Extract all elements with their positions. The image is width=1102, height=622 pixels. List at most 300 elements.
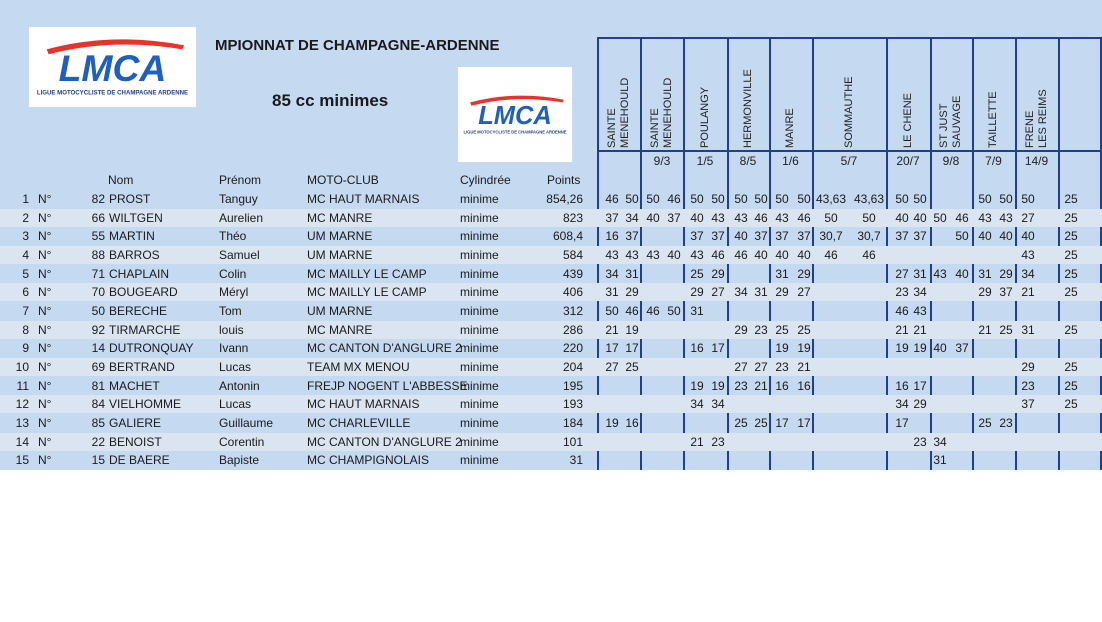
score-cell: 25: [690, 266, 704, 281]
score-cell: 43,63: [853, 192, 885, 206]
points-total: 101: [562, 434, 583, 449]
score-cell: 30,7: [857, 229, 881, 244]
rider-firstname: louis: [219, 322, 244, 337]
score-cell: 21: [895, 322, 909, 337]
race-number: 88: [91, 248, 105, 262]
moto-club: MC CHARLEVILLE: [307, 416, 411, 431]
rider-firstname: Antonin: [219, 378, 260, 393]
cylindree: minime: [460, 360, 499, 375]
score-cell: 31: [913, 266, 927, 281]
score-cell: 16: [797, 378, 811, 393]
moto-club: MC MAILLY LE CAMP: [307, 266, 427, 281]
number-label: N°: [38, 397, 52, 412]
rank: 7: [22, 304, 29, 319]
score-cell: 17: [711, 341, 725, 356]
score-cell: 50: [754, 192, 768, 206]
score-cell-last: 25: [1064, 378, 1078, 393]
rider-firstname: Bapiste: [219, 453, 260, 468]
score-cell: 43: [690, 248, 704, 262]
moto-club: MC CANTON D'ANGLURE 2: [307, 434, 462, 449]
score-cell: 21: [913, 322, 927, 337]
score-cell: 27: [754, 360, 768, 375]
score-cell: 21: [1021, 285, 1035, 300]
score-cell: 19: [797, 341, 811, 356]
circuit-name: POULANGY: [698, 86, 711, 148]
points-total: 584: [562, 248, 583, 262]
number-label: N°: [38, 192, 52, 206]
score-cell: 29: [999, 266, 1013, 281]
score-cell: 17: [625, 341, 639, 356]
cylindree: minime: [460, 434, 499, 449]
score-cell: 50: [625, 192, 639, 206]
race-number: 81: [91, 378, 105, 393]
score-cell: 46: [711, 248, 725, 262]
race-number: 69: [91, 360, 105, 375]
score-cell: 27: [895, 266, 909, 281]
score-cell: 27: [797, 285, 811, 300]
score-cell: 50: [797, 192, 811, 206]
circuit-name: MENEHOULD: [661, 77, 674, 148]
cylindree: minime: [460, 192, 499, 206]
score-cell: 46: [625, 304, 639, 319]
score-cell: 27: [711, 285, 725, 300]
score-cell: 37: [1021, 397, 1035, 412]
score-cell: 19: [605, 416, 619, 431]
score-cell: 29: [978, 285, 992, 300]
moto-club: MC MANRE: [307, 322, 373, 337]
score-cell: 40: [955, 266, 969, 281]
cylindree: minime: [460, 416, 499, 431]
moto-club: TEAM MX MENOU: [307, 360, 410, 375]
score-cell: 37: [754, 229, 768, 244]
moto-club: MC MAILLY LE CAMP: [307, 285, 427, 300]
score-cell: 50: [913, 192, 927, 206]
score-cell: 37: [690, 229, 704, 244]
score-cell: 37: [999, 285, 1013, 300]
score-cell: 29: [734, 322, 748, 337]
score-cell: 40: [667, 248, 681, 262]
header-border-top: [597, 37, 1102, 39]
header-prenom: Prénom: [219, 173, 262, 187]
score-cell: 50: [1021, 192, 1035, 206]
score-cell: 50: [978, 192, 992, 206]
circuit-name: LE CHENE: [901, 92, 914, 148]
score-cell: 46: [824, 248, 838, 262]
circuit-name: FRENE: [1023, 110, 1036, 148]
score-cell: 50: [667, 304, 681, 319]
score-cell: 25: [999, 322, 1013, 337]
rider-firstname: Corentin: [219, 434, 265, 449]
score-cell: 29: [690, 285, 704, 300]
circuit-name: SAINTE: [605, 108, 618, 148]
score-cell: 17: [797, 416, 811, 431]
score-cell: 46: [955, 210, 969, 225]
score-cell: 25: [978, 416, 992, 431]
points-total: 31: [569, 453, 583, 468]
number-label: N°: [38, 434, 52, 449]
score-cell: 23: [711, 434, 725, 449]
number-label: N°: [38, 248, 52, 262]
score-cell: 30,7: [819, 229, 843, 244]
score-cell: 25: [754, 416, 768, 431]
score-cell: 40: [775, 248, 789, 262]
score-cell: 34: [933, 434, 947, 449]
score-cell-last: 25: [1064, 322, 1078, 337]
rank: 2: [22, 210, 29, 225]
race-number: 84: [91, 397, 105, 412]
score-cell: 27: [1021, 210, 1035, 225]
race-number: 15: [91, 453, 105, 468]
score-cell: 50: [895, 192, 909, 206]
score-cell: 21: [797, 360, 811, 375]
score-cell: 40: [754, 248, 768, 262]
score-cell: 23: [999, 416, 1013, 431]
points-total: 608,4: [552, 229, 583, 244]
score-cell: 43: [711, 210, 725, 225]
score-cell: 40: [1021, 229, 1035, 244]
rank: 3: [22, 229, 29, 244]
rider-surname: WILTGEN: [109, 210, 163, 225]
rider-firstname: Théo: [219, 229, 247, 244]
score-cell: 29: [913, 397, 927, 412]
score-cell: 23: [1021, 378, 1035, 393]
score-cell: 21: [605, 322, 619, 337]
score-cell: 34: [605, 266, 619, 281]
score-cell: 34: [711, 397, 725, 412]
number-label: N°: [38, 285, 52, 300]
number-label: N°: [38, 453, 52, 468]
lmca-logo-graphic: [458, 67, 572, 162]
score-cell: 46: [754, 210, 768, 225]
points-total: 193: [562, 397, 583, 412]
lmca-logo-graphic: [29, 27, 196, 107]
score-cell: 21: [690, 434, 704, 449]
category-subtitle: 85 cc minimes: [272, 91, 389, 110]
score-cell: 17: [913, 378, 927, 393]
circuit-name: HERMONVILLE: [741, 69, 754, 148]
number-label: N°: [38, 360, 52, 375]
score-cell-last: 25: [1064, 360, 1078, 375]
circuit-date: 8/5: [739, 154, 757, 168]
logo-text: LMCA: [478, 101, 552, 130]
score-cell: 25: [775, 322, 789, 337]
score-cell: 50: [605, 304, 619, 319]
cylindree: minime: [460, 285, 499, 300]
score-cell: 34: [625, 210, 639, 225]
points-total: 312: [562, 304, 583, 319]
score-cell: 23: [913, 434, 927, 449]
score-cell: 19: [895, 341, 909, 356]
score-cell-last: 25: [1064, 397, 1078, 412]
score-cell: 37: [605, 210, 619, 225]
score-cell: 40: [913, 210, 927, 225]
points-total: 823: [562, 210, 583, 225]
score-cell: 19: [711, 378, 725, 393]
score-cell: 50: [862, 210, 876, 225]
score-cell: 29: [711, 266, 725, 281]
score-cell: 43: [1021, 248, 1035, 262]
score-cell: 40: [895, 210, 909, 225]
score-cell: 31: [625, 266, 639, 281]
score-cell: 21: [978, 322, 992, 337]
header-border-bottom: [597, 150, 1102, 152]
rider-surname: TIRMARCHE: [109, 322, 181, 337]
score-cell: 40: [978, 229, 992, 244]
header-nom: Nom: [108, 173, 134, 187]
race-number: 50: [91, 304, 105, 319]
cylindree: minime: [460, 378, 499, 393]
score-cell: 37: [625, 229, 639, 244]
score-cell: 31: [978, 266, 992, 281]
cylindree: minime: [460, 304, 499, 319]
circuit-date: 9/8: [942, 154, 960, 168]
score-cell: 21: [754, 378, 768, 393]
race-number: 70: [91, 285, 105, 300]
circuit-date: 1/6: [782, 154, 799, 168]
cylindree: minime: [460, 453, 499, 468]
cylindree: minime: [460, 322, 499, 337]
score-cell: 34: [734, 285, 748, 300]
rank: 10: [15, 360, 29, 375]
score-cell-last: 25: [1064, 248, 1078, 262]
points-total: 204: [562, 360, 583, 375]
score-cell: 23: [734, 378, 748, 393]
score-cell: 25: [734, 416, 748, 431]
circuit-date: 1/5: [696, 154, 714, 168]
rider-surname: BERECHE: [109, 304, 168, 319]
circuit-name: MANRE: [784, 108, 796, 148]
moto-club: MC CHAMPIGNOLAIS: [307, 453, 430, 468]
rider-surname: DUTRONQUAY: [109, 341, 194, 356]
points-total: 220: [562, 341, 583, 356]
circuit-date: 20/7: [896, 154, 920, 168]
score-cell: 46: [605, 192, 619, 206]
score-cell: 37: [955, 341, 969, 356]
score-cell: 50: [824, 210, 838, 225]
number-label: N°: [38, 341, 52, 356]
score-cell: 23: [775, 360, 789, 375]
rider-firstname: Samuel: [219, 248, 260, 262]
rider-firstname: Colin: [219, 266, 247, 281]
score-cell: 50: [711, 192, 725, 206]
cylindree: minime: [460, 229, 499, 244]
score-cell: 31: [605, 285, 619, 300]
score-cell: 50: [775, 192, 789, 206]
header-points: Points: [547, 173, 581, 187]
score-cell: 19: [913, 341, 927, 356]
score-cell: 37: [895, 229, 909, 244]
logo-caption: LIGUE MOTOCYCLISTE DE CHAMPAGNE ARDENNE: [36, 89, 189, 97]
score-cell: 40: [690, 210, 704, 225]
score-cell: 31: [690, 304, 704, 319]
cylindree: minime: [460, 341, 499, 356]
score-cell: 43: [625, 248, 639, 262]
score-cell: 29: [625, 285, 639, 300]
score-cell: 43: [978, 210, 992, 225]
score-cell: 34: [913, 285, 927, 300]
score-cell: 50: [999, 192, 1013, 206]
rider-firstname: Guillaume: [219, 416, 274, 431]
score-cell: 31: [775, 266, 789, 281]
score-cell: 46: [646, 304, 660, 319]
rider-surname: GALIERE: [109, 416, 162, 431]
number-label: N°: [38, 266, 52, 281]
score-cell: 37: [797, 229, 811, 244]
score-cell: 46: [895, 304, 909, 319]
score-cell: 27: [734, 360, 748, 375]
score-cell: 16: [690, 341, 704, 356]
score-cell: 46: [734, 248, 748, 262]
score-cell: 50: [933, 210, 947, 225]
score-cell: 46: [797, 210, 811, 225]
rider-surname: BENOIST: [109, 434, 162, 449]
race-number: 71: [91, 266, 105, 281]
score-cell: 25: [797, 322, 811, 337]
score-cell-last: 25: [1064, 210, 1078, 225]
rider-surname: BOUGEARD: [109, 285, 178, 300]
rank: 15: [15, 453, 29, 468]
rank: 5: [22, 266, 29, 281]
rank: 9: [22, 341, 29, 356]
circuit-date: 5/7: [840, 154, 858, 168]
rider-firstname: Lucas: [219, 360, 252, 375]
score-cell: 17: [605, 341, 619, 356]
score-cell: 34: [895, 397, 909, 412]
lmca-logo-secondary: [458, 67, 572, 162]
circuit-name: ST JUST: [938, 103, 950, 148]
moto-club: MC HAUT MARNAIS: [307, 397, 420, 412]
race-number: 22: [91, 434, 105, 449]
moto-club: UM MARNE: [307, 229, 373, 244]
score-cell: 43: [646, 248, 660, 262]
score-cell: 16: [625, 416, 639, 431]
score-cell: 29: [775, 285, 789, 300]
score-cell: 17: [775, 416, 789, 431]
number-label: N°: [38, 416, 52, 431]
header-cylindree: Cylindrée: [460, 173, 511, 187]
circuit-name: MENEHOULD: [618, 77, 631, 148]
score-cell: 16: [775, 378, 789, 393]
score-cell: 43: [734, 210, 748, 225]
score-cell: 29: [797, 266, 811, 281]
rider-surname: CHAPLAIN: [109, 266, 170, 281]
rider-surname: MARTIN: [109, 229, 155, 244]
rider-firstname: Ivann: [219, 341, 249, 356]
score-cell-last: 25: [1064, 285, 1078, 300]
rider-firstname: Aurelien: [219, 210, 264, 225]
circuit-name: SAUVAGE: [951, 95, 963, 148]
moto-club: UM MARNE: [307, 304, 373, 319]
rider-firstname: Méryl: [219, 285, 249, 300]
score-cell: 40: [999, 229, 1013, 244]
score-cell: 16: [605, 229, 619, 244]
rider-firstname: Lucas: [219, 397, 252, 412]
points-total: 286: [562, 322, 583, 337]
rider-surname: BARROS: [109, 248, 160, 262]
moto-club: FREJP NOGENT L'ABBESSE: [307, 378, 468, 393]
rider-surname: BERTRAND: [109, 360, 175, 375]
rank: 6: [22, 285, 29, 300]
score-cell: 34: [1021, 266, 1035, 281]
score-cell-last: 25: [1064, 192, 1078, 206]
score-cell: 17: [895, 416, 909, 431]
score-cell: 43: [913, 304, 927, 319]
score-cell: 40: [797, 248, 811, 262]
circuit-date: 14/9: [1024, 154, 1049, 168]
circuit-name: SOMMAUTHE: [842, 76, 855, 148]
cylindree: minime: [460, 248, 499, 262]
rider-surname: DE BAERE: [109, 453, 170, 468]
score-cell: 16: [895, 378, 909, 393]
rider-surname: VIELHOMME: [109, 397, 182, 412]
score-cell: 37: [775, 229, 789, 244]
score-cell-last: 25: [1064, 266, 1078, 281]
score-cell: 46: [862, 248, 876, 262]
score-cell: 31: [754, 285, 768, 300]
score-cell: 43: [999, 210, 1013, 225]
score-cell: 34: [690, 397, 704, 412]
race-number: 66: [91, 210, 105, 225]
race-number: 14: [91, 341, 105, 356]
moto-club: MC HAUT MARNAIS: [307, 192, 420, 206]
score-cell: 43: [933, 266, 947, 281]
circuit-name: SAINTE: [648, 108, 661, 148]
score-cell: 23: [895, 285, 909, 300]
race-number: 82: [91, 192, 105, 206]
rider-firstname: Tanguy: [219, 192, 258, 206]
points-total: 195: [562, 378, 583, 393]
number-label: N°: [38, 322, 52, 337]
score-cell: 25: [625, 360, 639, 375]
score-cell: 40: [646, 210, 660, 225]
score-cell: 40: [933, 341, 947, 356]
score-cell: 27: [605, 360, 619, 375]
cylindree: minime: [460, 266, 499, 281]
score-cell-last: 25: [1064, 229, 1078, 244]
rank: 14: [15, 434, 29, 449]
score-cell: 31: [933, 453, 947, 468]
score-cell: 23: [754, 322, 768, 337]
score-cell: 31: [1021, 322, 1035, 337]
race-number: 85: [91, 416, 105, 431]
rider-firstname: Tom: [219, 304, 242, 319]
moto-club: MC MANRE: [307, 210, 373, 225]
score-cell: 37: [711, 229, 725, 244]
header-moto-club: MOTO-CLUB: [307, 173, 379, 187]
circuit-name: TAILLETTE: [987, 91, 999, 148]
score-cell: 40: [734, 229, 748, 244]
race-number: 55: [91, 229, 105, 244]
score-cell: 43,63: [815, 192, 847, 206]
cylindree: minime: [460, 397, 499, 412]
points-total: 439: [562, 266, 583, 281]
score-cell: 37: [667, 210, 681, 225]
score-cell: 19: [625, 322, 639, 337]
number-label: N°: [38, 378, 52, 393]
moto-club: UM MARNE: [307, 248, 373, 262]
score-cell: 29: [1021, 360, 1035, 375]
rider-surname: PROST: [109, 192, 151, 206]
rank: 1: [22, 192, 29, 206]
cylindree: minime: [460, 210, 499, 225]
number-label: N°: [38, 229, 52, 244]
score-cell: 43: [775, 210, 789, 225]
score-cell: 50: [646, 192, 660, 206]
rank: 13: [15, 416, 29, 431]
rank: 12: [15, 397, 29, 412]
rank: 8: [22, 322, 29, 337]
moto-club: MC CANTON D'ANGLURE 2: [307, 341, 462, 356]
